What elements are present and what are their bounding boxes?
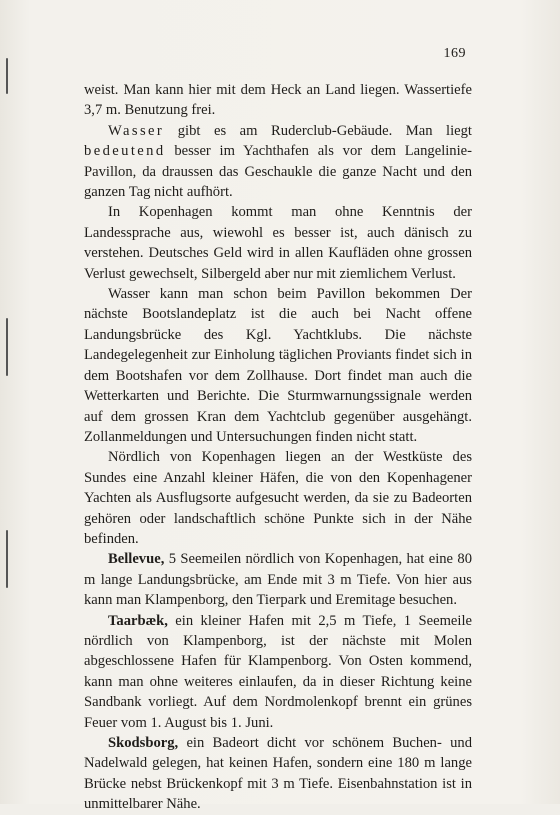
binding-mark — [6, 318, 8, 376]
binding-mark — [6, 58, 8, 94]
place-name-skodsborg: Skodsborg, — [108, 735, 179, 751]
paragraph-taarbaek: Taarbæk, ein kleiner Hafen mit 2,5 m Tiefe, 1 Seemeile nördlich von Klampenborg, ist der nächste mit Molen abgeschlossene Hafen für Klampenborg. Von Osten kommend, kann man ohne weiteres einlaufen, da in dieser Richtung keine Sandbank vorliegt. Auf dem Nordmolenkopf brennt ein grünes Feuer vom 1. August bis 1. Juni. — [84, 612, 472, 731]
paragraph-bellevue: Bellevue, 5 Seemeilen nördlich von Kopenhagen, hat eine 80 m lange Landungsbrücke, am Ende mit 3 m Tiefe. Von hier aus kann man Klampenborg, den Tierpark und Eremitage besuchen. — [84, 551, 472, 609]
paragraph-3: In Kopenhagen kommt man ohne Kenntnis der Landessprache aus, wiewohl es besser ist, auch dänisch zu verstehen. Deutsches Geld wird in allen Kaufläden ohne grossen Verlust gewechselt, Silbergeld aber nur mit ziemlichem Verlust. — [84, 204, 472, 282]
binding-mark — [6, 530, 8, 588]
paragraph-2: Wasser gibt es am Ruderclub-Gebäude. Man liegt bedeutend besser im Yachthafen als vor dem Langelinie-Pavillon, da draussen das Geschaukle die ganze Nacht und den ganzen Tag nicht aufhört. — [84, 122, 472, 201]
place-name-bellevue: Bellevue, — [108, 551, 165, 568]
body-text — [84, 80, 472, 815]
page-number: 169 — [443, 46, 466, 61]
place-name-taarbaek: Taarbæk, — [108, 612, 168, 629]
paragraph-1: weist. Man kann hier mit dem Heck an Land liegen. Wassertiefe 3,7 m. Benutzung frei. — [84, 82, 472, 119]
paragraph-skodsborg: Skodsborg, ein Badeort dicht vor schönem Buchen- und Nadelwald gelegen, hat keinen Hafen, sondern eine 180 m lange Brücke nebst Brückenkopf mit 3 m Tiefe. Eisenbahnstation ist in unmittelbarer Nähe. — [84, 735, 472, 813]
paragraph-4: Wasser kann man schon beim Pavillon bekommen Der nächste Bootslandeplatz ist die auch bei Nacht offene Landungsbrücke des Kgl. Yachtklubs. Die nächste Landegelegenheit zur Einholung täglichen Proviants findet sich in dem Bootshafen vor dem Zollhause. Dort findet man auch die Wetterkarten und Berichte. Die Sturmwarnungssignale werden auf dem grossen Kran dem Yachtclub gegenüber ausgehängt. Zollanmeldungen und Untersuchungen finden nicht statt. — [84, 286, 472, 445]
paragraph-5: Nördlich von Kopenhagen liegen an der Westküste des Sundes eine Anzahl kleiner Häfen, die von den Kopenhagener Yachten als Ausflugsorte aufgesucht werden, da sie zu Badeorten gehören oder landschaftlich schöne Punkte sich in der Nähe befinden. — [84, 449, 472, 547]
